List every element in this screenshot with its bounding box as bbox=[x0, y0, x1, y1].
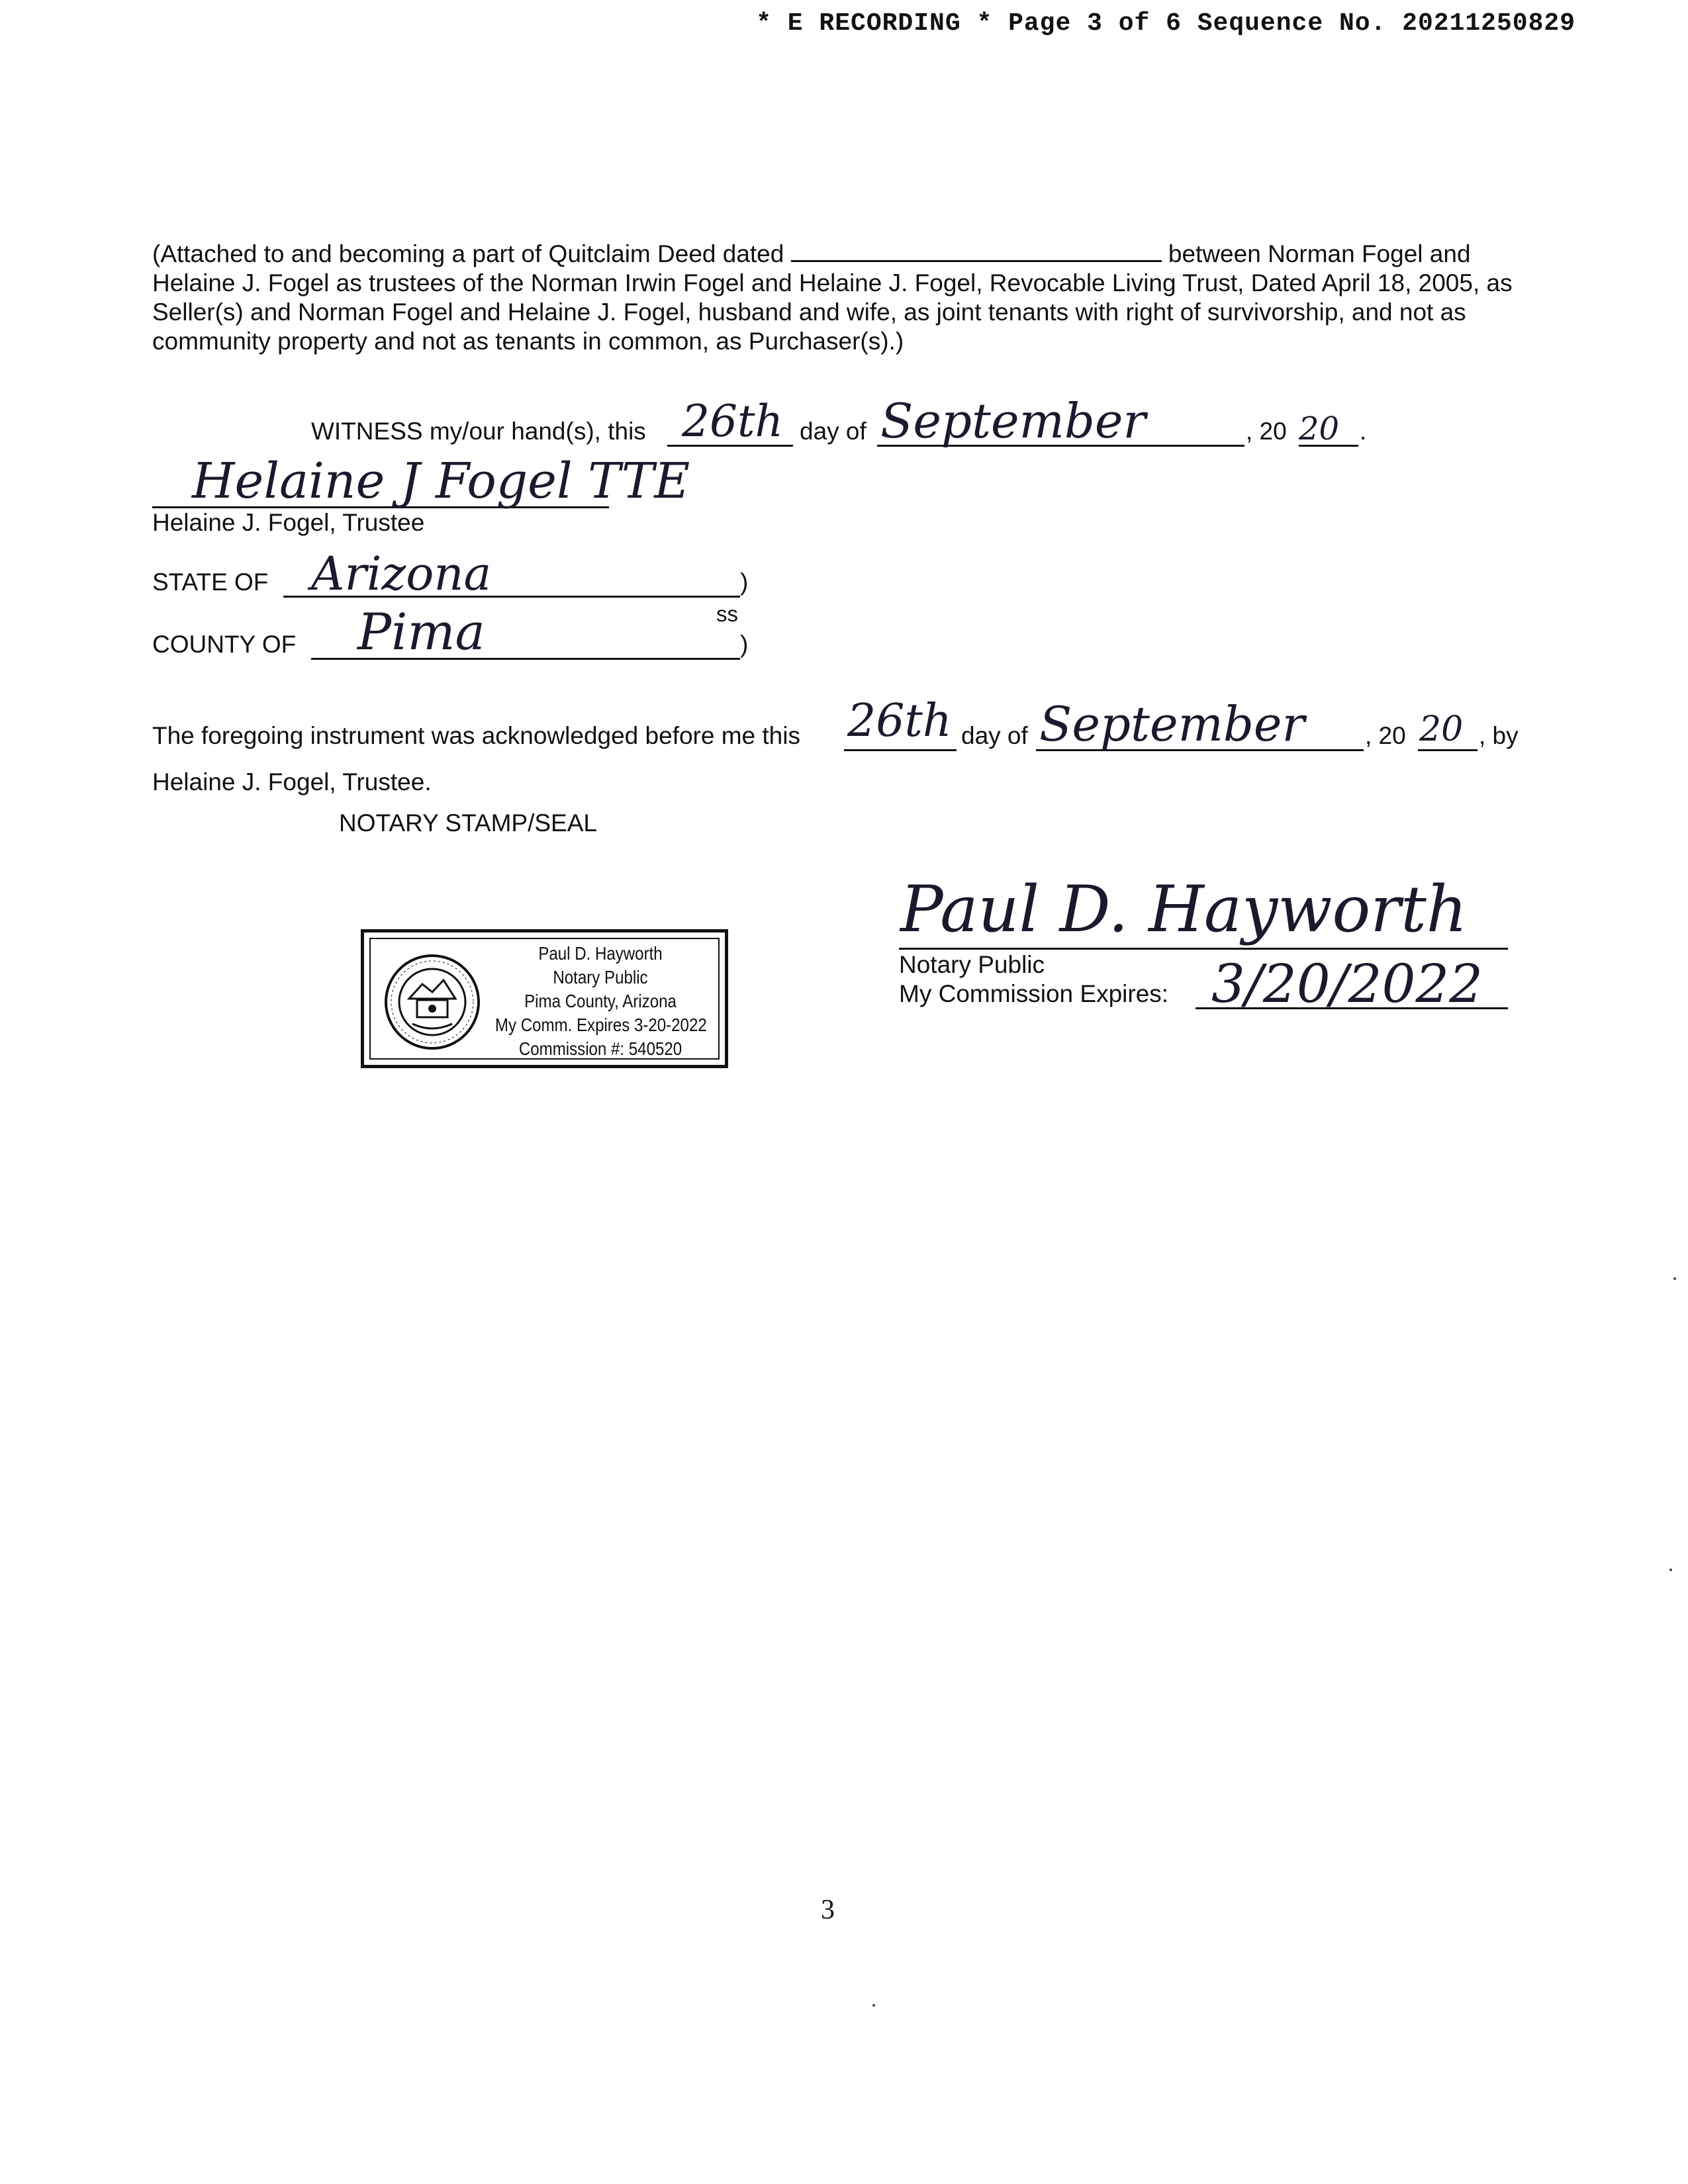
scan-speck bbox=[872, 2004, 875, 2007]
state-label: STATE OF bbox=[152, 569, 269, 596]
ack-year-prefix: , 20 bbox=[1365, 722, 1406, 749]
notary-signature-line bbox=[899, 948, 1508, 950]
state-paren: ) bbox=[740, 569, 749, 596]
signer-signature: Helaine J Fogel TTE bbox=[192, 453, 690, 510]
ack-by: , by bbox=[1479, 722, 1519, 749]
notary-expires-label: My Commission Expires: bbox=[899, 980, 1169, 1007]
signer-label: Helaine J. Fogel, Trustee bbox=[152, 509, 425, 536]
ack-day-handwritten: 26th bbox=[847, 695, 952, 747]
stamp-commission: Commission #: 540520 bbox=[518, 1038, 682, 1059]
notary-label: Notary Public bbox=[899, 951, 1045, 978]
recording-header: * E RECORDING * Page 3 of 6 Sequence No. 20211250829 bbox=[756, 9, 1575, 38]
witness-day-of: day of bbox=[800, 418, 867, 445]
scan-speck bbox=[1673, 1277, 1676, 1280]
attachment-text-1: (Attached to and becoming a part of Quitclaim Deed dated bbox=[152, 240, 791, 267]
notary-seal-label: NOTARY STAMP/SEAL bbox=[339, 809, 597, 837]
witness-year-prefix: , 20 bbox=[1246, 418, 1287, 445]
state-seal-icon bbox=[383, 952, 482, 1052]
ack-day-line bbox=[844, 749, 957, 751]
stamp-title: Notary Public bbox=[553, 967, 648, 987]
county-handwritten: Pima bbox=[357, 602, 485, 661]
county-label: COUNTY OF bbox=[152, 631, 297, 658]
state-handwritten: Arizona bbox=[311, 547, 492, 601]
stamp-county: Pima County, Arizona bbox=[524, 991, 677, 1011]
deed-date-blank bbox=[791, 240, 1162, 262]
witness-lead: WITNESS my/our hand(s), this bbox=[311, 418, 646, 445]
ack-month-handwritten: September bbox=[1039, 696, 1305, 752]
scan-speck bbox=[1669, 1569, 1672, 1571]
attachment-text-2: between Norman Fogel and Helaine J. Fogel as trustees of the Norman Irwin Fogel and Helaine J. Fogel, Revocable Living Trust, Dated April 18, 2005, as Seller(s) and Norman Fogel and Helaine J. Fogel, husband and wife, as joint tenants with right of survivorship, and not as community property and not as tenants in common, as Purchaser(s).) bbox=[152, 240, 1513, 355]
stamp-name: Paul D. Hayworth bbox=[538, 943, 663, 964]
witness-month-handwritten: September bbox=[880, 393, 1146, 449]
notary-stamp bbox=[361, 929, 728, 1068]
witness-end: . bbox=[1360, 418, 1367, 445]
attachment-paragraph bbox=[152, 240, 1523, 356]
witness-year-handwritten: 20 bbox=[1299, 410, 1340, 447]
stamp-text bbox=[495, 942, 706, 1061]
ack-year-handwritten: 20 bbox=[1419, 709, 1464, 749]
county-paren: ) bbox=[740, 631, 749, 658]
notary-expires-handwritten: 3/20/2022 bbox=[1211, 953, 1483, 1015]
ack-day-of: day of bbox=[961, 722, 1028, 749]
acknowledgment-lead: The foregoing instrument was acknowledged before me this bbox=[152, 722, 800, 749]
acknowledgment-line2: Helaine J. Fogel, Trustee. bbox=[152, 768, 432, 796]
page-number: 3 bbox=[821, 1895, 835, 1925]
ack-year-line bbox=[1418, 749, 1477, 751]
stamp-expires: My Comm. Expires 3-20-2022 bbox=[494, 1015, 707, 1035]
ss-label: ss bbox=[716, 602, 738, 626]
witness-day-handwritten: 26th bbox=[682, 396, 784, 447]
notary-signature: Paul D. Hayworth bbox=[900, 872, 1468, 946]
